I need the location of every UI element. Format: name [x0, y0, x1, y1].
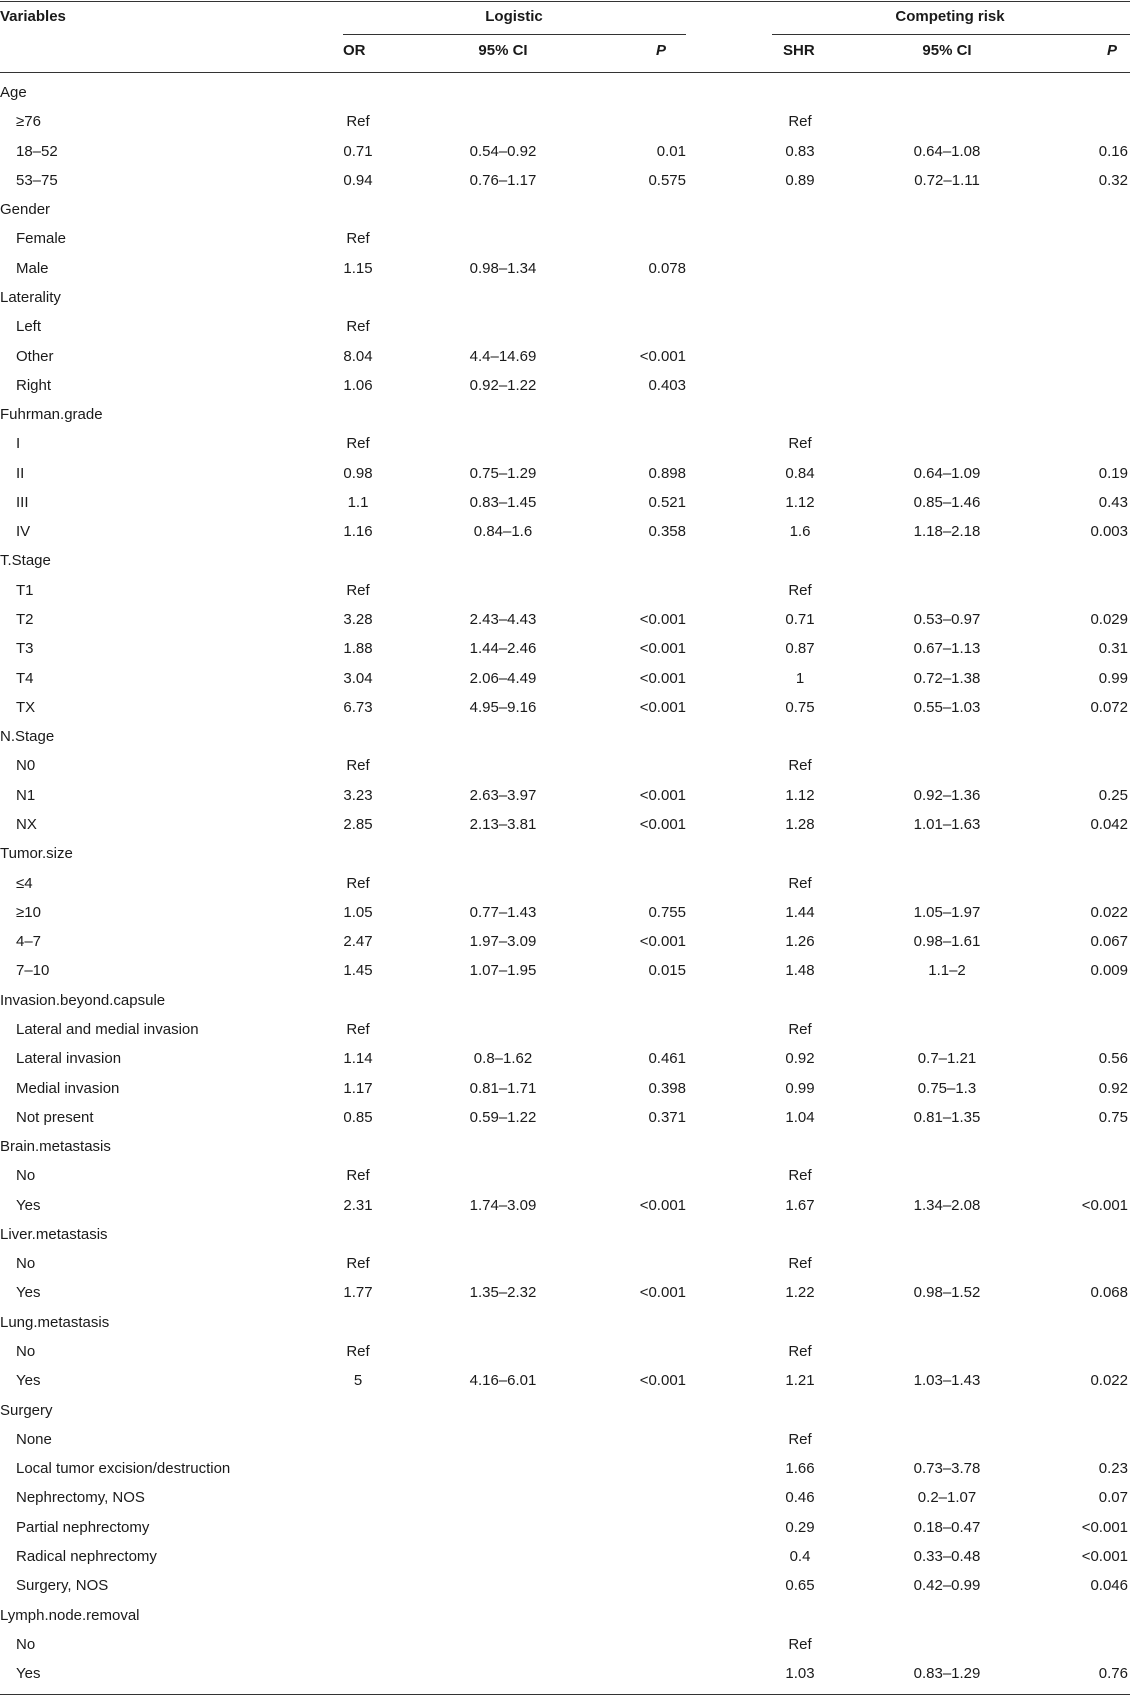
p-logistic-value: <0.001 [639, 933, 686, 950]
p-logistic-value: <0.001 [639, 611, 686, 628]
header-competing-risk: Competing risk [895, 8, 1005, 25]
or-value: Ref [346, 875, 370, 892]
p-competing-value: 0.19 [1098, 465, 1128, 482]
or-value: 1.05 [343, 904, 373, 921]
row-label: Yes [16, 1665, 41, 1682]
ci-logistic-value: 1.74–3.09 [469, 1197, 537, 1214]
row-label: Yes [16, 1284, 41, 1301]
ci-logistic-value: 0.75–1.29 [469, 465, 537, 482]
row-label: T1 [16, 582, 34, 599]
p-competing-value: 0.07 [1098, 1489, 1128, 1506]
or-value: 1.06 [343, 377, 373, 394]
shr-value: 1.21 [785, 1372, 815, 1389]
row-label: I [16, 435, 21, 452]
shr-value: 1 [795, 670, 805, 687]
row-label: III [16, 494, 29, 511]
group-label: Lung.metastasis [0, 1314, 110, 1331]
or-value: Ref [346, 113, 370, 130]
shr-value: 0.46 [785, 1489, 815, 1506]
p-logistic-value: 0.015 [648, 962, 686, 979]
p-competing-value: 0.003 [1090, 523, 1128, 540]
row-label: Lateral invasion [16, 1050, 122, 1067]
competing-group-rule [772, 34, 1130, 35]
or-value: Ref [346, 230, 370, 247]
header-variables: Variables [0, 8, 66, 25]
or-value: 6.73 [343, 699, 373, 716]
group-label: Age [0, 84, 27, 101]
p-competing-value: 0.23 [1098, 1460, 1128, 1477]
p-logistic-value: 0.398 [648, 1080, 686, 1097]
or-value: Ref [346, 582, 370, 599]
ci-competing-value: 0.2–1.07 [917, 1489, 977, 1506]
header-bottom-rule [0, 72, 1130, 73]
p-competing-value: 0.072 [1090, 699, 1128, 716]
ci-competing-value: 0.7–1.21 [917, 1050, 977, 1067]
row-label: No [16, 1343, 36, 1360]
ci-logistic-value: 0.81–1.71 [469, 1080, 537, 1097]
row-label: Medial invasion [16, 1080, 120, 1097]
row-label: ≥10 [16, 904, 41, 921]
shr-value: Ref [788, 1255, 812, 1272]
or-value: 3.28 [343, 611, 373, 628]
p-logistic-value: 0.01 [656, 143, 686, 160]
ci-logistic-value: 2.43–4.43 [469, 611, 537, 628]
or-value: 2.31 [343, 1197, 373, 1214]
p-competing-value: 0.92 [1098, 1080, 1128, 1097]
row-label: Not present [16, 1109, 94, 1126]
p-competing-value: 0.067 [1090, 933, 1128, 950]
group-label: Liver.metastasis [0, 1226, 108, 1243]
row-label: ≥76 [16, 113, 41, 130]
p-competing-value: <0.001 [1081, 1548, 1128, 1565]
header-p-competing: P [1106, 42, 1117, 59]
header-ci-competing: 95% CI [922, 42, 972, 59]
or-value: 2.47 [343, 933, 373, 950]
ci-competing-value: 0.18–0.47 [913, 1519, 981, 1536]
ci-competing-value: 0.83–1.29 [913, 1665, 981, 1682]
shr-value: Ref [788, 1636, 812, 1653]
or-value: Ref [346, 318, 370, 335]
ci-logistic-value: 0.83–1.45 [469, 494, 537, 511]
shr-value: Ref [788, 1431, 812, 1448]
p-competing-value: 0.75 [1098, 1109, 1128, 1126]
p-logistic-value: 0.358 [648, 523, 686, 540]
shr-value: 1.48 [785, 962, 815, 979]
p-logistic-value: <0.001 [639, 699, 686, 716]
shr-value: Ref [788, 582, 812, 599]
row-label: No [16, 1167, 36, 1184]
ci-logistic-value: 0.92–1.22 [469, 377, 537, 394]
shr-value: Ref [788, 1021, 812, 1038]
p-competing-value: <0.001 [1081, 1197, 1128, 1214]
p-logistic-value: 0.371 [648, 1109, 686, 1126]
shr-value: 0.65 [785, 1577, 815, 1594]
row-label: Surgery, NOS [16, 1577, 109, 1594]
ci-competing-value: 0.64–1.08 [913, 143, 981, 160]
row-label: Left [16, 318, 42, 335]
p-competing-value: 0.99 [1098, 670, 1128, 687]
shr-value: 1.44 [785, 904, 815, 921]
row-label: TX [16, 699, 36, 716]
ci-logistic-value: 0.98–1.34 [469, 260, 537, 277]
header-or: OR [343, 42, 366, 59]
row-label: 18–52 [16, 143, 58, 160]
ci-competing-value: 0.85–1.46 [913, 494, 981, 511]
header-logistic: Logistic [485, 8, 543, 25]
group-label: Fuhrman.grade [0, 406, 103, 423]
group-label: Laterality [0, 289, 61, 306]
shr-value: 1.67 [785, 1197, 815, 1214]
ci-competing-value: 1.05–1.97 [913, 904, 981, 921]
ci-logistic-value: 4.16–6.01 [469, 1372, 537, 1389]
or-value: 1.15 [343, 260, 373, 277]
or-value: 0.98 [343, 465, 373, 482]
shr-value: 0.71 [785, 611, 815, 628]
logistic-group-rule [343, 34, 686, 35]
p-competing-value: 0.31 [1098, 640, 1128, 657]
ci-competing-value: 0.98–1.61 [913, 933, 981, 950]
p-competing-value: 0.25 [1098, 787, 1128, 804]
shr-value: Ref [788, 875, 812, 892]
group-label: Lymph.node.removal [0, 1607, 140, 1624]
group-label: N.Stage [0, 728, 55, 745]
ci-logistic-value: 0.77–1.43 [469, 904, 537, 921]
or-value: 0.71 [343, 143, 373, 160]
row-label: Other [16, 348, 54, 365]
ci-competing-value: 0.67–1.13 [913, 640, 981, 657]
ci-logistic-value: 0.59–1.22 [469, 1109, 537, 1126]
shr-value: 1.28 [785, 816, 815, 833]
shr-value: 0.75 [785, 699, 815, 716]
or-value: 3.23 [343, 787, 373, 804]
shr-value: 1.22 [785, 1284, 815, 1301]
p-competing-value: 0.16 [1098, 143, 1128, 160]
shr-value: 0.83 [785, 143, 815, 160]
or-value: Ref [346, 1167, 370, 1184]
ci-competing-value: 0.53–0.97 [913, 611, 981, 628]
ci-logistic-value: 0.84–1.6 [473, 523, 533, 540]
group-label: Invasion.beyond.capsule [0, 992, 166, 1009]
row-label: II [16, 465, 25, 482]
shr-value: 0.92 [785, 1050, 815, 1067]
group-label: Surgery [0, 1402, 53, 1419]
ci-competing-value: 0.75–1.3 [917, 1080, 977, 1097]
ci-logistic-value: 1.44–2.46 [469, 640, 537, 657]
ci-logistic-value: 0.54–0.92 [469, 143, 537, 160]
ci-competing-value: 0.73–3.78 [913, 1460, 981, 1477]
row-label: NX [16, 816, 37, 833]
ci-competing-value: 0.92–1.36 [913, 787, 981, 804]
ci-logistic-value: 4.4–14.69 [469, 348, 537, 365]
p-logistic-value: 0.755 [648, 904, 686, 921]
p-competing-value: 0.32 [1098, 172, 1128, 189]
row-label: 7–10 [16, 962, 50, 979]
ci-logistic-value: 0.8–1.62 [473, 1050, 533, 1067]
ci-logistic-value: 2.06–4.49 [469, 670, 537, 687]
row-label: T2 [16, 611, 34, 628]
or-value: 2.85 [343, 816, 373, 833]
group-label: Brain.metastasis [0, 1138, 111, 1155]
p-competing-value: 0.022 [1090, 904, 1128, 921]
row-label: Local tumor excision/destruction [16, 1460, 231, 1477]
p-competing-value: 0.046 [1090, 1577, 1128, 1594]
row-label: N0 [16, 757, 36, 774]
row-label: N1 [16, 787, 36, 804]
row-label: No [16, 1255, 36, 1272]
p-competing-value: 0.068 [1090, 1284, 1128, 1301]
shr-value: 1.26 [785, 933, 815, 950]
group-label: T.Stage [0, 552, 51, 569]
or-value: 0.94 [343, 172, 373, 189]
or-value: 0.85 [343, 1109, 373, 1126]
shr-value: Ref [788, 1343, 812, 1360]
or-value: 1.16 [343, 523, 373, 540]
shr-value: Ref [788, 435, 812, 452]
shr-value: 0.87 [785, 640, 815, 657]
p-competing-value: 0.43 [1098, 494, 1128, 511]
row-label: ≤4 [16, 875, 33, 892]
ci-logistic-value: 2.63–3.97 [469, 787, 537, 804]
p-competing-value: 0.029 [1090, 611, 1128, 628]
p-logistic-value: <0.001 [639, 1372, 686, 1389]
row-label: 53–75 [16, 172, 58, 189]
ci-logistic-value: 1.07–1.95 [469, 962, 537, 979]
p-logistic-value: <0.001 [639, 670, 686, 687]
row-label: None [16, 1431, 52, 1448]
or-value: 1.77 [343, 1284, 373, 1301]
shr-value: 1.6 [789, 523, 811, 540]
p-logistic-value: 0.078 [648, 260, 686, 277]
shr-value: 1.04 [785, 1109, 815, 1126]
ci-competing-value: 1.1–2 [928, 962, 966, 979]
row-label: Yes [16, 1197, 41, 1214]
shr-value: Ref [788, 113, 812, 130]
group-label: Gender [0, 201, 51, 218]
or-value: 3.04 [343, 670, 373, 687]
ci-logistic-value: 0.76–1.17 [469, 172, 537, 189]
or-value: 1.14 [343, 1050, 373, 1067]
row-label: Male [16, 260, 49, 277]
ci-competing-value: 1.18–2.18 [913, 523, 981, 540]
ci-competing-value: 0.81–1.35 [913, 1109, 981, 1126]
p-competing-value: 0.76 [1098, 1665, 1128, 1682]
or-value: Ref [346, 1255, 370, 1272]
p-logistic-value: <0.001 [639, 816, 686, 833]
p-logistic-value: 0.521 [648, 494, 686, 511]
shr-value: 1.03 [785, 1665, 815, 1682]
header-ci-logistic: 95% CI [478, 42, 528, 59]
bottom-rule [0, 1694, 1130, 1695]
row-label: Yes [16, 1372, 41, 1389]
p-competing-value: 0.042 [1090, 816, 1128, 833]
shr-value: Ref [788, 757, 812, 774]
ci-logistic-value: 1.97–3.09 [469, 933, 537, 950]
row-label: IV [16, 523, 31, 540]
or-value: Ref [346, 1021, 370, 1038]
shr-value: 1.66 [785, 1460, 815, 1477]
p-logistic-value: <0.001 [639, 787, 686, 804]
p-logistic-value: 0.575 [648, 172, 686, 189]
or-value: 1.88 [343, 640, 373, 657]
or-value: Ref [346, 1343, 370, 1360]
ci-logistic-value: 2.13–3.81 [469, 816, 537, 833]
row-label: Radical nephrectomy [16, 1548, 157, 1565]
or-value: 5 [353, 1372, 363, 1389]
p-logistic-value: <0.001 [639, 348, 686, 365]
header-shr: SHR [783, 42, 815, 59]
p-logistic-value: 0.403 [648, 377, 686, 394]
p-competing-value: 0.009 [1090, 962, 1128, 979]
group-label: Tumor.size [0, 845, 73, 862]
ci-competing-value: 0.72–1.11 [914, 172, 980, 189]
or-value: 1.45 [343, 962, 373, 979]
row-label: Female [16, 230, 67, 247]
ci-competing-value: 0.64–1.09 [913, 465, 981, 482]
or-value: 1.1 [347, 494, 369, 511]
p-competing-value: <0.001 [1081, 1519, 1128, 1536]
ci-competing-value: 0.33–0.48 [913, 1548, 981, 1565]
ci-competing-value: 0.98–1.52 [913, 1284, 981, 1301]
row-label: Right [16, 377, 52, 394]
top-rule [0, 1, 1130, 2]
ci-competing-value: 1.34–2.08 [913, 1197, 981, 1214]
ci-competing-value: 1.03–1.43 [913, 1372, 981, 1389]
or-value: 8.04 [343, 348, 373, 365]
shr-value: 1.12 [785, 494, 815, 511]
ci-competing-value: 0.55–1.03 [913, 699, 981, 716]
shr-value: 1.12 [785, 787, 815, 804]
ci-competing-value: 0.72–1.38 [913, 670, 981, 687]
p-competing-value: 0.56 [1098, 1050, 1128, 1067]
ci-competing-value: 0.42–0.99 [913, 1577, 981, 1594]
p-logistic-value: <0.001 [639, 1197, 686, 1214]
shr-value: 0.29 [785, 1519, 815, 1536]
or-value: Ref [346, 757, 370, 774]
p-logistic-value: <0.001 [639, 640, 686, 657]
ci-competing-value: 1.01–1.63 [913, 816, 981, 833]
header-p-logistic: P [655, 42, 666, 59]
ci-logistic-value: 4.95–9.16 [469, 699, 537, 716]
p-competing-value: 0.022 [1090, 1372, 1128, 1389]
p-logistic-value: 0.461 [648, 1050, 686, 1067]
shr-value: Ref [788, 1167, 812, 1184]
row-label: Partial nephrectomy [16, 1519, 150, 1536]
p-logistic-value: 0.898 [648, 465, 686, 482]
p-logistic-value: <0.001 [639, 1284, 686, 1301]
row-label: T3 [16, 640, 34, 657]
shr-value: 0.99 [785, 1080, 815, 1097]
ci-logistic-value: 1.35–2.32 [469, 1284, 537, 1301]
row-label: No [16, 1636, 36, 1653]
or-value: 1.17 [343, 1080, 373, 1097]
row-label: T4 [16, 670, 34, 687]
row-label: 4–7 [16, 933, 42, 950]
or-value: Ref [346, 435, 370, 452]
row-label: Lateral and medial invasion [16, 1021, 199, 1038]
row-label: Nephrectomy, NOS [16, 1489, 145, 1506]
shr-value: 0.89 [785, 172, 815, 189]
shr-value: 0.4 [789, 1548, 811, 1565]
shr-value: 0.84 [785, 465, 815, 482]
